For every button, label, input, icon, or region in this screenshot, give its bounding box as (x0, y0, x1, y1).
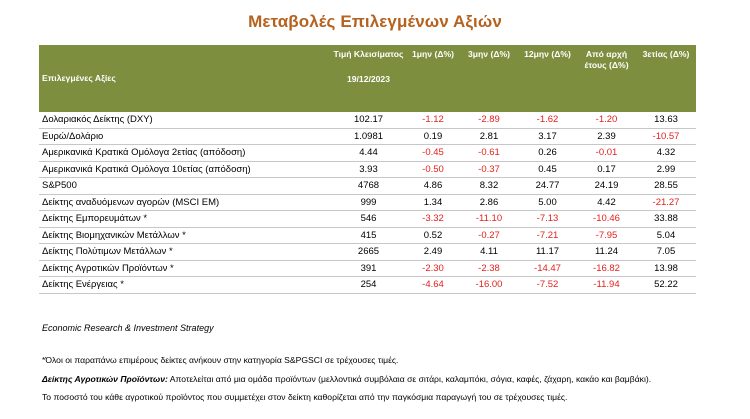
header-1m: 1μην (Δ%) (406, 45, 460, 112)
header-12m: 12μην (Δ%) (518, 45, 577, 112)
row-name: Δείκτης Βιομηχανικών Μετάλλων * (39, 227, 331, 244)
row-m3: 4.11 (460, 244, 518, 261)
row-y3: 33.88 (636, 211, 696, 228)
row-y3: -21.27 (636, 194, 696, 211)
row-ytd: 11.24 (577, 244, 636, 261)
header-name: Επιλεγμένες Αξίες (39, 45, 331, 112)
row-name: Δείκτης Ενέργειας * (39, 277, 331, 294)
table-row (39, 211, 696, 228)
row-ytd: -1.20 (577, 112, 636, 128)
row-ytd: 0.17 (577, 161, 636, 178)
row-m12: 3.17 (518, 128, 577, 145)
table-row (39, 128, 696, 145)
row-m1: -3.32 (406, 211, 460, 228)
row-m3: -0.61 (460, 145, 518, 162)
table-header-row (39, 45, 696, 112)
row-price: 415 (331, 227, 406, 244)
row-name: Ευρώ/Δολάριο (39, 128, 331, 145)
row-m12: 0.45 (518, 161, 577, 178)
table-row (39, 194, 696, 211)
row-m12: -7.52 (518, 277, 577, 294)
row-name: Δείκτης αναδυόμενων αγορών (MSCI EM) (39, 194, 331, 211)
footnote-agri-label: Δείκτης Αγροτικών Προϊόντων: (42, 374, 168, 384)
row-price: 3.93 (331, 161, 406, 178)
row-m3: 8.32 (460, 178, 518, 195)
table-row (39, 277, 696, 294)
row-m1: -2.30 (406, 260, 460, 277)
row-y3: 2.99 (636, 161, 696, 178)
row-ytd: -7.95 (577, 227, 636, 244)
row-y3: 7.05 (636, 244, 696, 261)
row-m12: -7.21 (518, 227, 577, 244)
row-ytd: 24.19 (577, 178, 636, 195)
row-y3: 13.63 (636, 112, 696, 128)
row-m1: 0.52 (406, 227, 460, 244)
row-m3: -0.27 (460, 227, 518, 244)
row-ytd: -11.94 (577, 277, 636, 294)
row-ytd: -0.01 (577, 145, 636, 162)
row-m1: -1.12 (406, 112, 460, 128)
row-m1: 4.86 (406, 178, 460, 195)
row-y3: 52.22 (636, 277, 696, 294)
footnote-agri-text: Αποτελείται από μια ομάδα προϊόντων (μελλοντικά συμβόλαια σε σιτάρι, καλαμπόκι, σόγια, καφές, ζάχαρη, κακάο και βαμβάκι). (167, 374, 652, 384)
source-note: Economic Research & Investment Strategy (42, 323, 214, 333)
row-y3: -10.57 (636, 128, 696, 145)
row-m3: -2.38 (460, 260, 518, 277)
row-m12: -1.62 (518, 112, 577, 128)
row-ytd: -16.82 (577, 260, 636, 277)
footnote-sp-gsci: *Όλοι οι παραπάνω επιμέρους δείκτες ανήκουν στην κατηγορία S&PGSCI σε τρέχουσες τιμές. (42, 355, 399, 365)
row-m12: 24.77 (518, 178, 577, 195)
header-ytd: Από αρχή έτους (Δ%) (577, 45, 636, 112)
row-m1: 0.19 (406, 128, 460, 145)
table-row (39, 112, 696, 128)
row-y3: 4.32 (636, 145, 696, 162)
row-m3: -11.10 (460, 211, 518, 228)
row-name: Δείκτης Πολύτιμων Μετάλλων * (39, 244, 331, 261)
row-m1: -0.50 (406, 161, 460, 178)
row-m3: -16.00 (460, 277, 518, 294)
row-name: S&P500 (39, 178, 331, 195)
row-m12: 0.26 (518, 145, 577, 162)
row-m3: -2.89 (460, 112, 518, 128)
header-3y: 3ετίας (Δ%) (636, 45, 696, 112)
table-row (39, 227, 696, 244)
row-m12: 11.17 (518, 244, 577, 261)
row-y3: 5.04 (636, 227, 696, 244)
footnote-agri (42, 374, 651, 384)
row-y3: 13.98 (636, 260, 696, 277)
row-name: Δείκτης Αγροτικών Προϊόντων * (39, 260, 331, 277)
row-m1: 2.49 (406, 244, 460, 261)
row-m3: -0.37 (460, 161, 518, 178)
table-row (39, 260, 696, 277)
header-price-label: Τιμή Κλεισίματος (333, 49, 404, 59)
selected-assets-table (39, 45, 696, 294)
row-m1: 1.34 (406, 194, 460, 211)
row-name: Δολαριακός Δείκτης (DXY) (39, 112, 331, 128)
row-m12: -14.47 (518, 260, 577, 277)
header-date: 19/12/2023 (346, 74, 390, 84)
row-price: 102.17 (331, 112, 406, 128)
row-ytd: 4.42 (577, 194, 636, 211)
row-price: 2665 (331, 244, 406, 261)
row-name: Δείκτης Εμπορευμάτων * (39, 211, 331, 228)
row-m12: 5.00 (518, 194, 577, 211)
row-name: Αμερικανικά Κρατικά Ομόλογα 10ετίας (απόδοση) (39, 161, 331, 178)
page-title: Μεταβολές Επιλεγμένων Αξιών (248, 12, 502, 31)
row-m1: -4.64 (406, 277, 460, 294)
table-row (39, 244, 696, 261)
row-price: 1.0981 (331, 128, 406, 145)
row-name: Αμερικανικά Κρατικά Ομόλογα 2ετίας (απόδοση) (39, 145, 331, 162)
header-3m: 3μην (Δ%) (460, 45, 518, 112)
row-price: 254 (331, 277, 406, 294)
footnote-agri-weight: Το ποσοστό του κάθε αγροτικού προϊόντος που συμμετέχει στον δείκτη καθορίζεται από την παγκόσμια παραγωγή του σε τρέχουσες τιμές. (42, 392, 568, 402)
row-price: 546 (331, 211, 406, 228)
row-m3: 2.81 (460, 128, 518, 145)
row-price: 391 (331, 260, 406, 277)
row-price: 999 (331, 194, 406, 211)
row-price: 4.44 (331, 145, 406, 162)
row-ytd: 2.39 (577, 128, 636, 145)
row-m1: -0.45 (406, 145, 460, 162)
header-price (331, 45, 406, 112)
table-row (39, 161, 696, 178)
table-row (39, 145, 696, 162)
row-m12: -7.13 (518, 211, 577, 228)
table-row (39, 178, 696, 195)
row-ytd: -10.46 (577, 211, 636, 228)
row-y3: 28.55 (636, 178, 696, 195)
row-m3: 2.86 (460, 194, 518, 211)
row-price: 4768 (331, 178, 406, 195)
